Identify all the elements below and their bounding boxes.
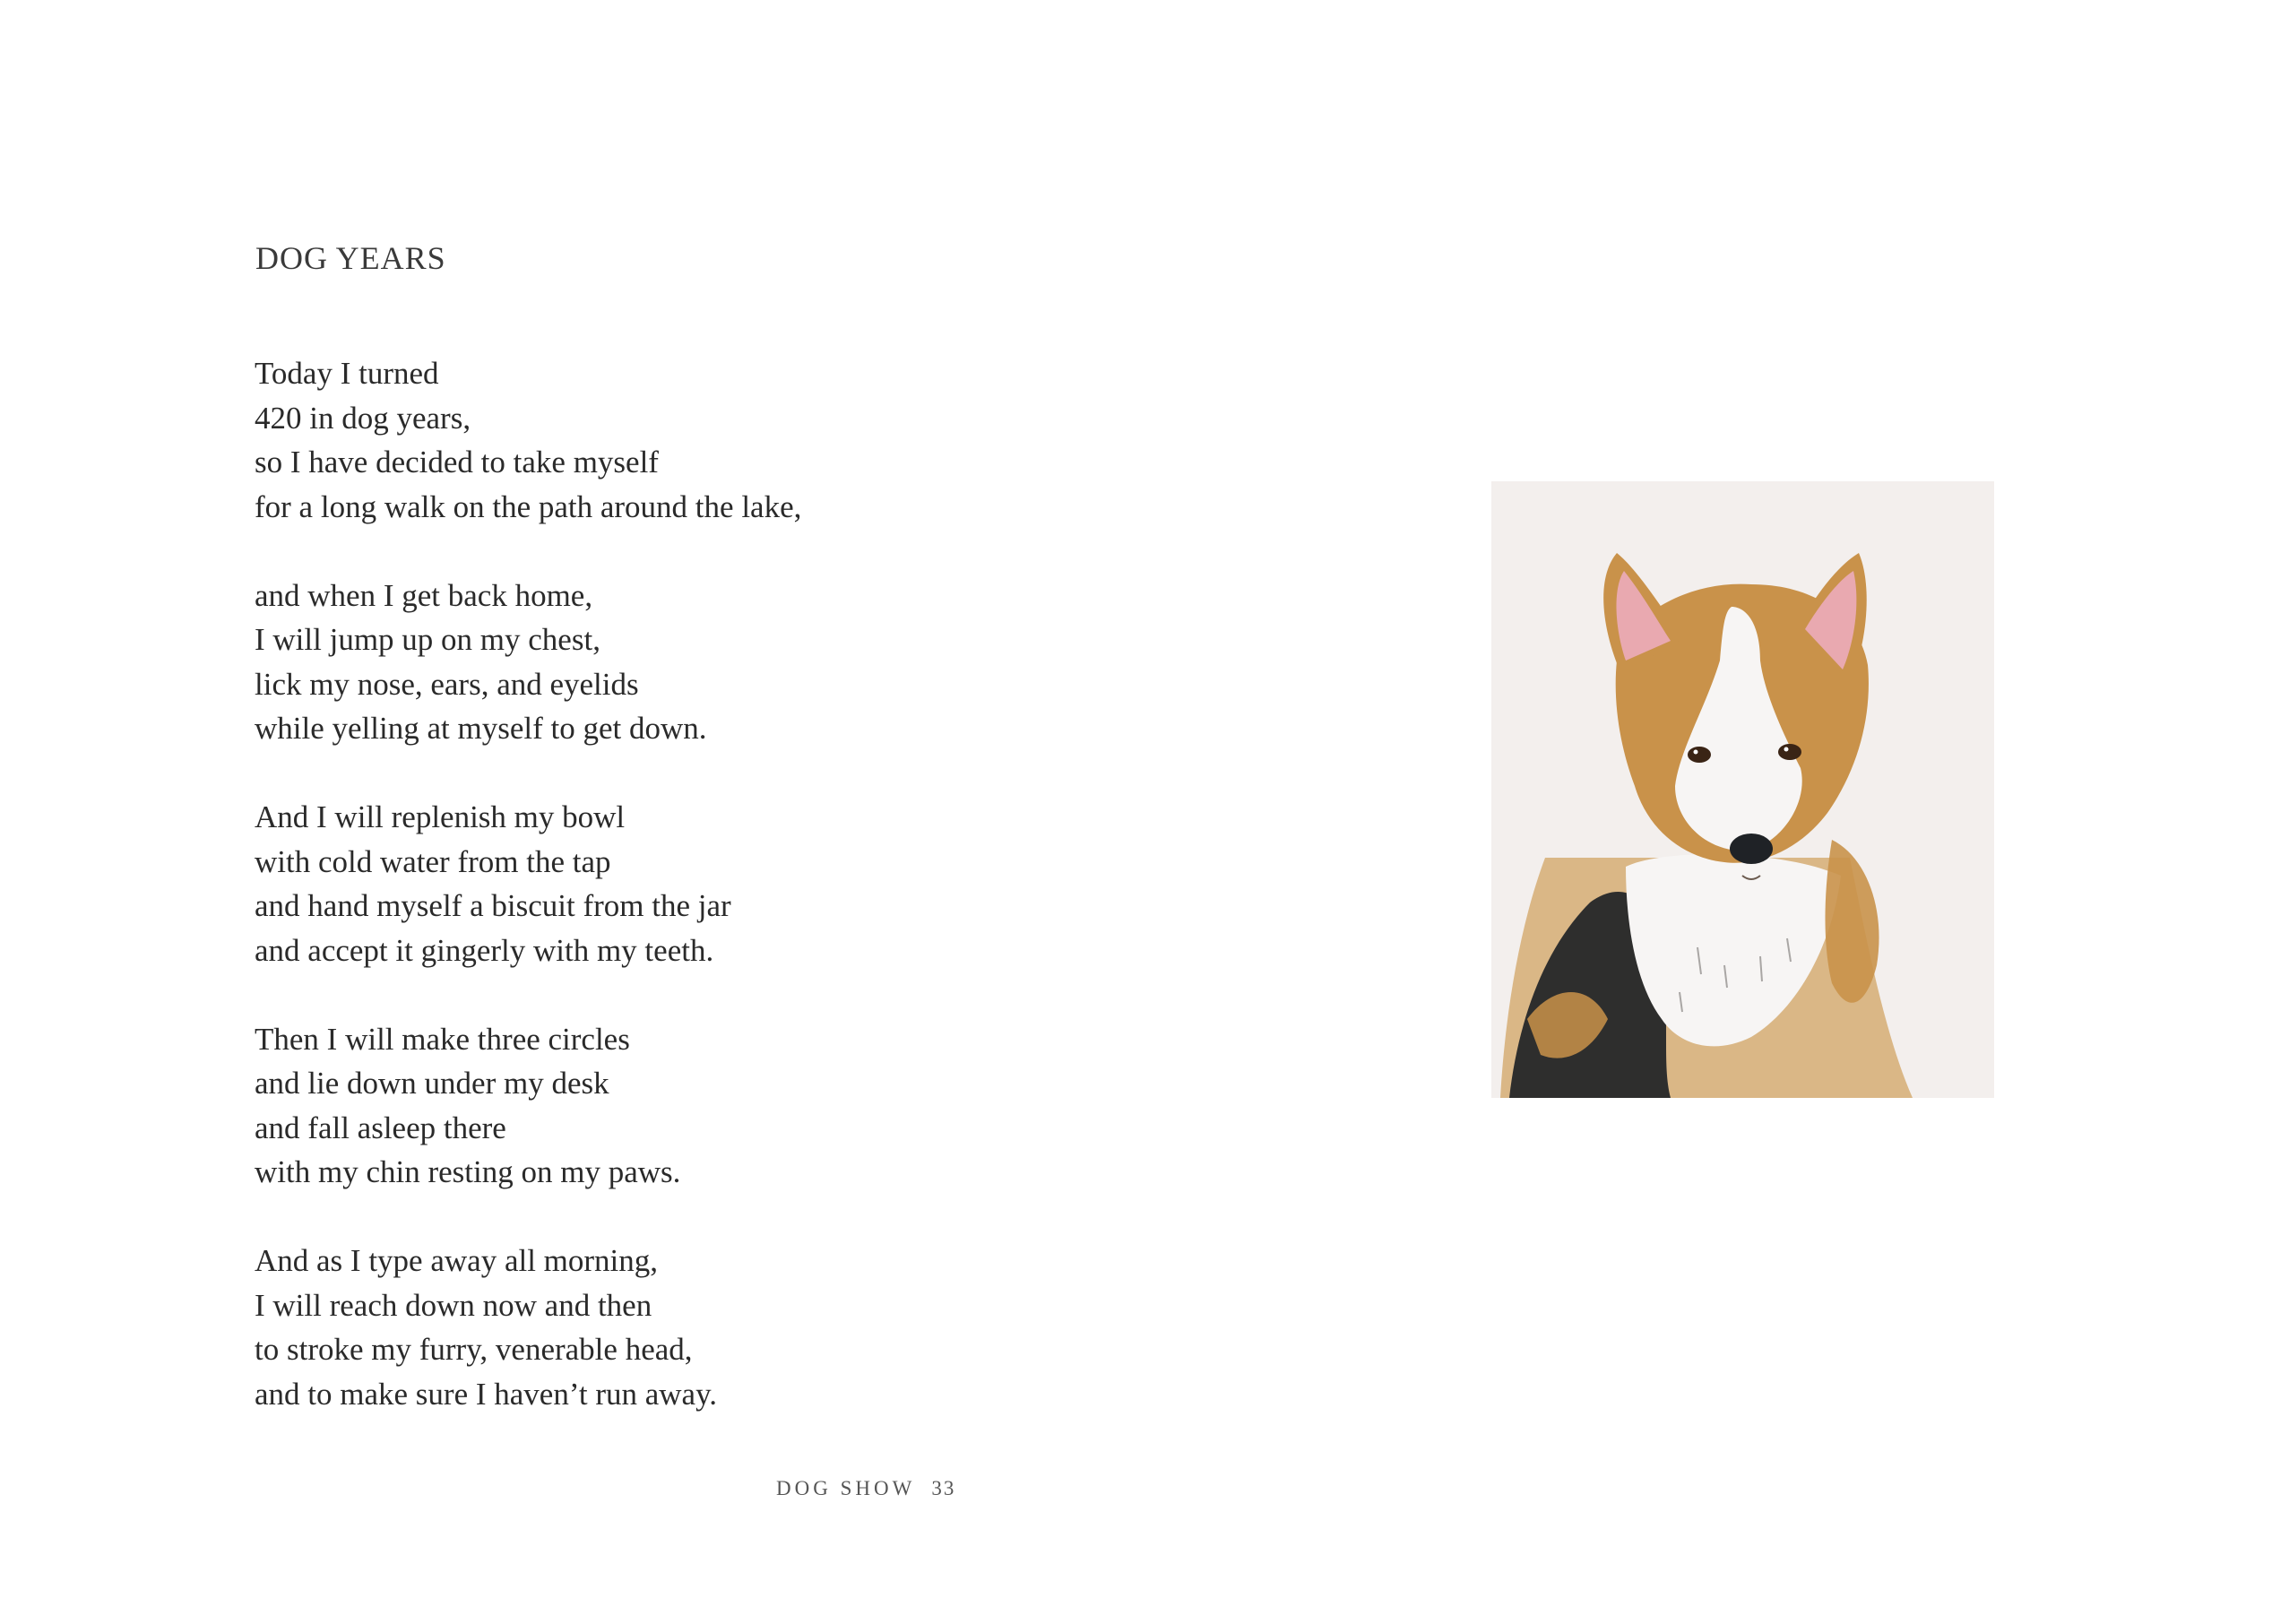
poem-line: while yelling at myself to get down.: [255, 711, 707, 746]
poem-line: Today I turned: [255, 356, 439, 391]
poem-line: with my chin resting on my paws.: [255, 1154, 681, 1189]
poem-line: for a long walk on the path around the lake,: [255, 488, 802, 524]
poem-line: And I will replenish my bowl: [255, 799, 626, 834]
stanza: [255, 1017, 801, 1195]
running-footer: [776, 1477, 955, 1500]
poem-line: to stroke my furry, venerable head,: [255, 1332, 693, 1367]
stanza: [255, 574, 801, 751]
poem-line: 420 in dog years,: [255, 400, 471, 436]
poem-line: and when I get back home,: [255, 577, 593, 613]
poem-line: and accept it gingerly with my teeth.: [255, 932, 714, 968]
poem-body: [255, 351, 801, 1416]
poem-line: so I have decided to take myself: [255, 445, 659, 479]
poem-line: Then I will make three circles: [255, 1021, 630, 1057]
poem-line: with cold water from the tap: [255, 843, 611, 879]
poem-line: and to make sure I haven’t run away.: [255, 1376, 718, 1412]
stanza: [255, 1239, 801, 1416]
poem-line: And as I type away all morning,: [255, 1243, 659, 1278]
stanza: [255, 351, 801, 529]
corgi-drawing: [1491, 481, 1994, 1098]
book-title: DOG SHOW: [776, 1477, 916, 1499]
poem-line: and hand myself a biscuit from the jar: [255, 888, 731, 923]
stanza: [255, 795, 801, 972]
poem-line: and fall asleep there: [255, 1110, 506, 1145]
poem-line: and lie down under my desk: [255, 1066, 609, 1101]
poem-line: I will jump up on my chest,: [255, 622, 600, 657]
page-number: 33: [931, 1477, 956, 1499]
poem-line: lick my nose, ears, and eyelids: [255, 666, 639, 702]
corgi-illustration: [1491, 481, 1994, 1098]
poem-line: I will reach down now and then: [255, 1287, 652, 1323]
poem-title: DOG YEARS: [255, 240, 446, 277]
